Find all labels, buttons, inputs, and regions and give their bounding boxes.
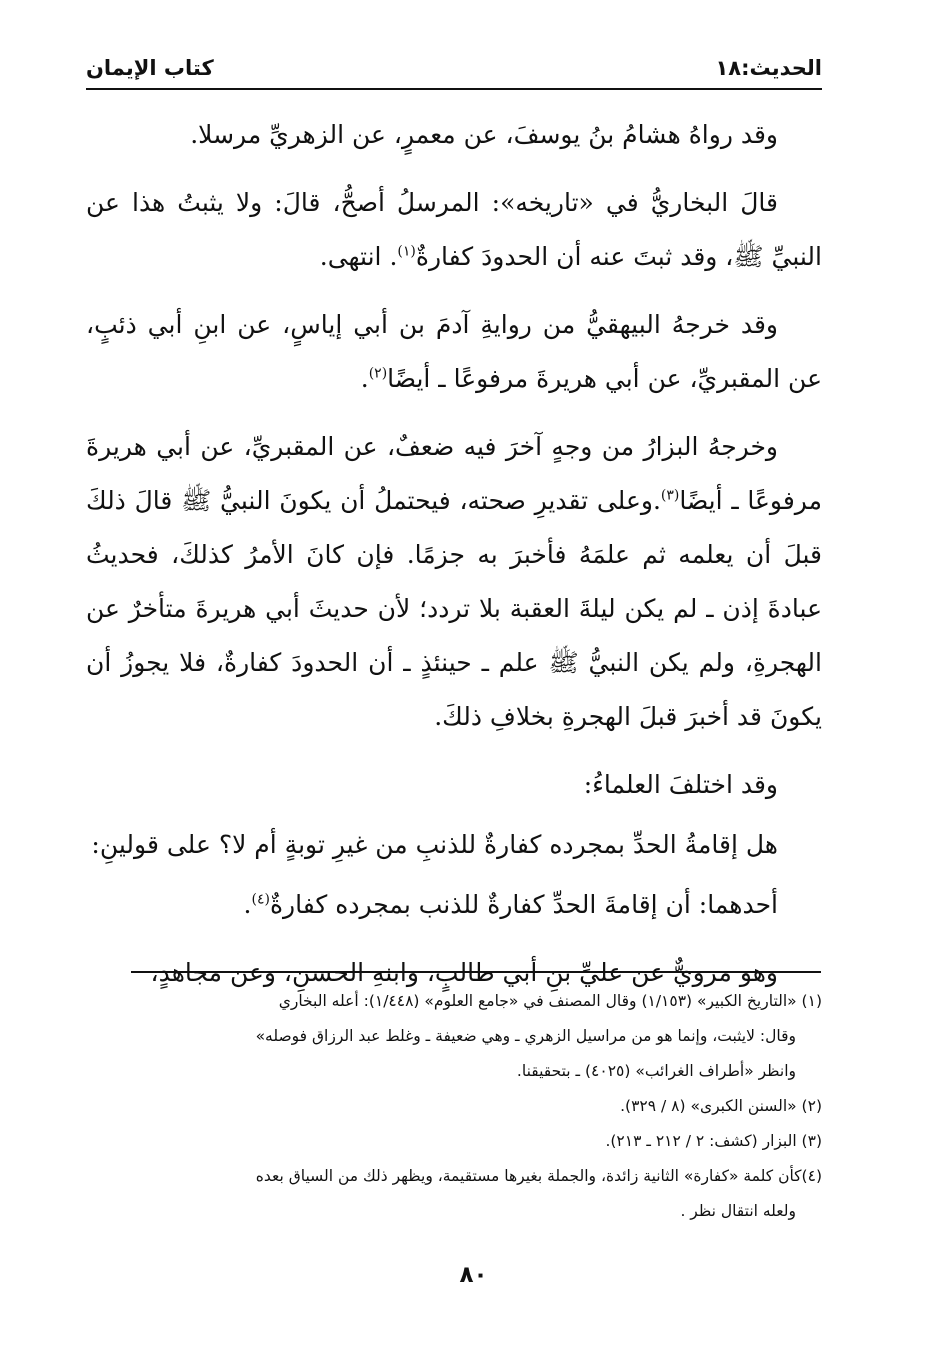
paragraph-tail: .	[243, 890, 252, 919]
footnote-line: (٤)كأن كلمة «كفارة» الثانية زائدة، والجملة بغيرها مستقيمة، ويظهر ذلك من السياق بعده	[255, 1167, 822, 1185]
footnote-ref: (٣)	[660, 487, 680, 504]
paragraph-tail: .وعلى تقديرِ صحته، فيحتملُ أن يكونَ النبيُّ ﷺ قالَ ذلكَ قبلَ أن يعلمه ثم علمَهُ فأخبرَ به جزمًا. فإن كانَ الأمرُ كذلكَ، فحديثُ عبادةَ إذن ـ لم يكن ليلةَ العقبة بلا تردد؛ لأن حديثَ أبي هريرةَ متأخرٌ عن الهجرةِ، ولم يكن النبيُّ ﷺ علم ـ حينئذٍ ـ أن الحدودَ كفارةٌ، فلا يجوزُ أن يكونَ قد أخبرَ قبلَ الهجرةِ بخلافِ ذلكَ.	[86, 486, 822, 731]
paragraph-3	[86, 298, 822, 406]
paragraph-text: أحدهما: أن إقامةَ الحدِّ كفارةٌ للذنب بمجرده كفارةٌ	[269, 890, 778, 919]
footnote-line: وانظر «أطراف الغرائب» (٤٠٢٥) ـ بتحقيقنا.	[516, 1062, 796, 1080]
paragraph-text: هل إقامةُ الحدِّ بمجرده كفارةٌ للذنبِ من غيرِ توبةٍ أم لا؟ على قولينِ:	[91, 830, 778, 859]
footnotes	[86, 984, 822, 1229]
paragraph-tail: . انتهى.	[319, 242, 398, 271]
footnote-line: (٣) البزار (كشف: ٢ / ٢١٢ ـ ٢١٣).	[605, 1132, 822, 1150]
page-number: ٨٠	[459, 1262, 488, 1288]
running-header	[86, 52, 822, 90]
footnote-line: وقال: لايثبت، وإنما هو من مراسيل الزهري ـ وهي ضعيفة ـ وغلط عبد الرزاق فوصله»	[255, 1027, 796, 1045]
footnote-ref: (٢)	[368, 365, 388, 382]
paragraph-text: وخرجهُ البزارُ من وجهٍ آخرَ فيه ضعفٌ، عن المقبريِّ، عن أبي هريرةَ مرفوعًا ـ أيضًا	[86, 432, 822, 515]
paragraph-7	[86, 878, 822, 932]
hadith-number-label: الحديث:١٨	[715, 56, 822, 80]
footnote-line: ولعله انتقال نظر .	[680, 1202, 796, 1220]
paragraph-text: وهو مرويٌّ عن عليِّ بنِ أبي طالبٍ، وابنهِ الحسنِ، وعن مجاهدٍ،	[150, 958, 778, 987]
footnote-line: (٢) «السنن الكبرى» (٨ / ٣٢٩).	[620, 1097, 822, 1115]
paragraph-2	[86, 176, 822, 284]
book-title: كتاب الإيمان	[86, 56, 214, 80]
paragraph-text: وقد رواهُ هشامُ بنُ يوسفَ، عن معمرٍ، عن الزهريِّ مرسلا.	[190, 120, 778, 149]
paragraph-text: قالَ البخاريُّ في «تاريخه»: المرسلُ أصحُّ، قالَ: ولا يثبتُ هذا عن النبيِّ ﷺ، وقد ثبتَ عنه أن الحدودَ كفارةٌ	[86, 188, 822, 271]
paragraph-text: وقد خرجهُ البيهقيُّ من روايةِ آدمَ بن أبي إياسٍ، عن ابنِ أبي ذئبٍ، عن المقبريِّ، عن أبي هريرةَ مرفوعًا ـ أيضًا	[86, 310, 822, 393]
paragraph-6	[86, 818, 822, 872]
paragraph-5	[86, 758, 822, 812]
footnote-ref: (١)	[397, 243, 416, 260]
main-text	[86, 108, 822, 1014]
paragraph-1	[86, 108, 822, 162]
paragraph-text: وقد اختلفَ العلماءُ:	[583, 770, 778, 799]
footnote-ref: (٤)	[251, 891, 270, 908]
footnote-separator	[131, 971, 821, 973]
paragraph-4	[86, 420, 822, 744]
footnote-line: (١) «التاريخ الكبير» (١/١٥٣) وقال المصنف في «جامع العلوم» (١/٤٤٨): أعله البخاري	[278, 992, 822, 1010]
paragraph-tail: .	[360, 364, 369, 393]
